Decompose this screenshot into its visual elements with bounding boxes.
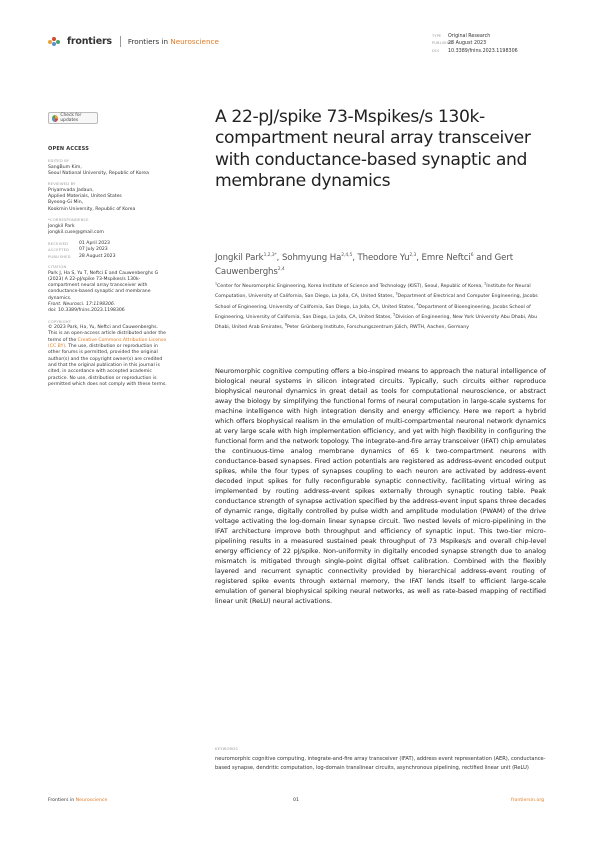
- reviewer-name: Byeong-Gi Min,: [48, 200, 84, 206]
- date-published: PUBLISHED 28 August 2023: [48, 253, 116, 259]
- copyright-text: © 2023 Park, Ha, Yu, Neftci and Cauwenberghs. This is an open-access article distributed under the terms of the Creative Commons Attribution License (CC BY). The use, distribution or reproduction in other forums is permitted, provided the original author(s) and the copyright owner(s) are credited and that the original publication in this journal is cited, in accordance with accepted academic practice. No use, distribution or reproduction is permitted which does not comply with these terms.: [48, 325, 167, 387]
- affiliation: $^5$Division of Engineering, New York University Abu Dhabi, Abu Dhabi, United Arab Emirates,: [215, 312, 538, 331]
- abstract: Neuromorphic cognitive computing offers a bio-inspired means to approach the natural intelligence of biological neural systems in silicon integrated circuits. Typically, such circuits either reproduce biophysical neuronal dynamics in great detail as tools for computational neuroscience, or abstract away the biology by simplifying the functional forms of neural computation in large-scale systems for machine intelligence with high integration density and energy efficiency. Here we report a hybrid which offers biophysical realism in the emulation of multi-compartmental neuronal network dynamics at very large scale with high implementation efficiency, and yet with high flexibility in configuring the functional form and the network topology. The integrate-and-fire array transceiver (IFAT) chip emulates the continuous-time analog membrane dynamics of 65 k two-compartment neurons with conductance-based synapses. Fired action potentials are registered as address-event encoded output spikes, while the four types of synapses coupling to each neuron are activated by address-event decoded input spikes for fully reconfigurable synaptic connectivity, facilitating virtual wiring as implemented by routing address-event spikes externally through synaptic routing table. Peak conductance strength of synapse activation specified by the address-event input spans three decades of dynamic range, digitally controlled by pulse width and amplitude modulation (PWAM) of the drive voltage activating the log-domain linear synapse circuit. Two nested levels of micro-pipelining in the IFAT architecture improve both throughput and efficiency of synaptic input. This two-tier micro-pipelining results in a measured sustained peak throughput of 73 Mspikes/s and overall chip-level energy efficiency of 22 pJ/spike. Non-uniformity in digitally encoded synapse strength due to analog mismatch is mitigated through single-point digital offset calibration. Combined with the flexibly layered and recurrent synaptic connectivity provided by hierarchical address-event routing of registered spike events through external memory, the IFAT lends itself to efficient large-scale emulation of general biophysical spiking neural networks, as well as rate-based mapping of rectified linear unit (ReLU) neural activations.: [215, 367, 546, 605]
- copyright-label: COPYRIGHT: [48, 319, 72, 324]
- correspondence-email[interactable]: jongkil.cuse@gmail.com: [48, 229, 104, 235]
- reviewer-affiliation: Kookmin University, Republic of Korea: [48, 206, 136, 212]
- article-dates: [48, 241, 168, 260]
- citation-label: CITATION: [48, 265, 67, 270]
- author[interactable]: Sohmyung Ha$^{2,4,5}$: [281, 252, 353, 263]
- license-link[interactable]: Creative Commons Attribution License (CC BY): [48, 337, 167, 350]
- crossmark-icon: [52, 115, 58, 122]
- reviewer-affiliation: Applied Materials, United States: [48, 194, 122, 200]
- keywords: neuromorphic cognitive computing, integrate-and-fire array transceiver (IFAT), address event representation (AER), conductance-based synapse, dendritic computation, log-domain translinear circuits, asynchronous pipelining, rectified linear unit (ReLU): [215, 756, 546, 771]
- meta-published: PUBLISHED 28 August 2023: [432, 41, 487, 47]
- affiliation: $^4$Department of Bioengineering, Jacobs School of Engineering, University of California, San Diego, La Jolla, CA, United States,: [215, 301, 531, 320]
- article-title: A 22-pJ/spike 73-Mspikes/s 130k-compartment neural array transceiver with conductance-based synaptic and membrane dynamics: [215, 107, 531, 192]
- reviewer-name: Priyamvada Jadaun,: [48, 187, 94, 193]
- editor-affiliation: Seoul National University, Republic of Korea: [48, 171, 149, 177]
- affiliation: $^2$Institute for Neural Computation, University of California, San Diego, La Jolla, CA, United States,: [215, 281, 531, 300]
- author[interactable]: Theodore Yu$^{2,3}$: [357, 252, 417, 263]
- edited-by-label: EDITED BY: [48, 159, 70, 164]
- check-for-updates-button[interactable]: Check for updates: [48, 112, 98, 124]
- meta-type: TYPE Original Research: [432, 34, 491, 39]
- brand-divider: [120, 36, 121, 47]
- publisher-name: frontiers: [67, 36, 112, 47]
- correspondence-label: *CORRESPONDENCE: [48, 218, 89, 223]
- frontiers-logo-icon: [48, 37, 64, 47]
- author[interactable]: Emre Neftci$^6$: [421, 252, 474, 263]
- affiliation: $^3$Department of Electrical and Computer Engineering, Jacobs School of Engineering, University of California, San Diego, La Jolla, CA, United States,: [215, 291, 538, 310]
- journal-title[interactable]: Frontiers in Neuroscience: [127, 37, 219, 46]
- author-list: Jongkil Park$^{1,2,3*}$, Sohmyung Ha$^{2,4,5}$, Theodore Yu$^{2,3}$, Emre Neftci$^6$ and Gert Cauwenberghs$^{2,4}$: [215, 252, 514, 278]
- footer-site-link[interactable]: frontiersin.org: [511, 798, 545, 803]
- article-sidebar: [48, 146, 168, 388]
- meta-doi[interactable]: DOI 10.3389/fnins.2023.1198306: [432, 48, 518, 54]
- date-received: RECEIVED 01 April 2023: [48, 241, 110, 247]
- footer-journal[interactable]: Frontiers in Neuroscience: [48, 798, 108, 803]
- affiliation: $^6$Peter Grünberg Institute, Forschungszentrum Jülich, RWTH, Aachen, Germany: [284, 322, 470, 331]
- page-number: 01: [293, 798, 299, 803]
- citation-text: Park J, Ha S, Yu T, Neftci E and Cauwenberghs G (2023) A 22-pJ/spike 73-Mspikes/s 130k-compartment neural array transceiver with conductance-based synaptic and membrane dynamics. Front. Neurosci. 17:1198306. doi: 10.3389/fnins.2023.1198306: [48, 270, 159, 314]
- date-accepted: ACCEPTED 07 July 2023: [48, 247, 108, 253]
- keywords-label: KEYWORDS: [215, 747, 238, 751]
- correspondence-name: Jongkil Park: [48, 223, 75, 229]
- article-meta: [432, 33, 518, 55]
- editor-name: SangBum Kim,: [48, 164, 82, 170]
- affiliation: $^1$Center for Neuromorphic Engineering, Korea Institute of Science and Technology (KIST), Seoul, Republic of Korea,: [215, 281, 485, 289]
- affiliations: [215, 280, 550, 332]
- author[interactable]: Jongkil Park$^{1,2,3*}$: [215, 252, 277, 263]
- open-access-label: OPEN ACCESS: [48, 146, 90, 152]
- publisher-brand: [48, 36, 219, 47]
- author[interactable]: Gert Cauwenberghs$^{2,4}$: [215, 252, 514, 278]
- reviewed-by-label: REVIEWED BY: [48, 182, 76, 187]
